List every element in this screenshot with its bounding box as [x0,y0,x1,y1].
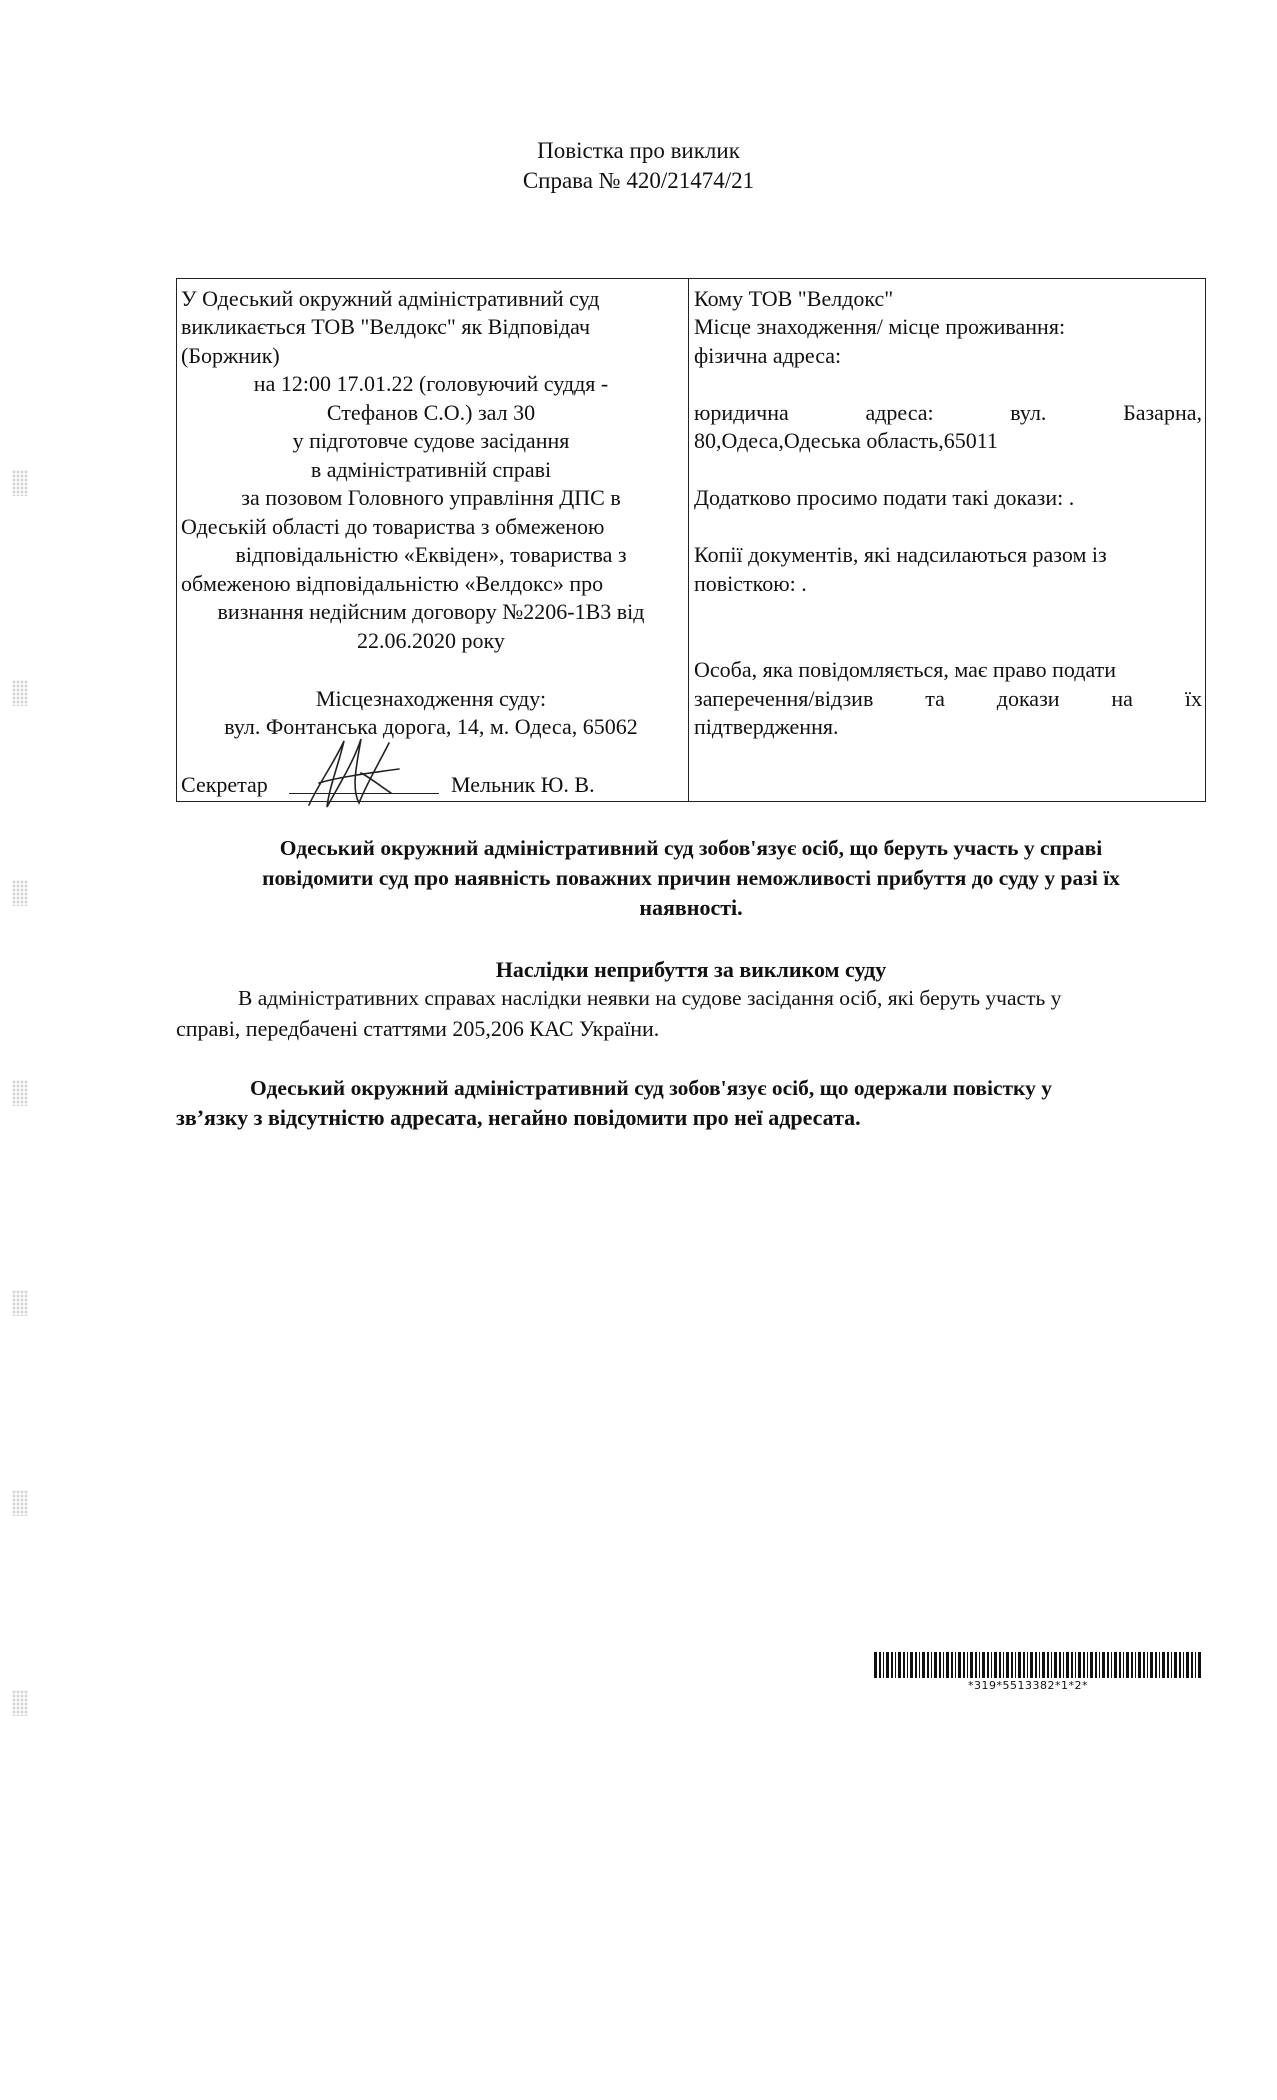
evidence-request: Додатково просимо подати такі докази: . [694,485,1075,510]
scan-artifact [12,1690,28,1716]
rights-word-3: докази [996,686,1060,711]
consequences-line-2: справі, передбачені статтями 205,206 КАС України. [176,1016,660,1041]
addressee: Кому ТОВ "Велдокс" [694,286,894,311]
scan-artifact [12,1290,28,1316]
legal-address-line [694,399,1202,428]
obligation-notice-line-1: Одеський окружний адміністративний суд зобов'язує осіб, що беруть участь у справі [279,836,1103,860]
documents-copies-line-1: Копії документів, які надсилаються разом із [694,542,1107,567]
left-line-10: відповідальністю «Еквіден», товариства з [235,542,627,567]
legal-address-value: 80,Одеса,Одеська область,65011 [694,428,998,453]
court-address: вул. Фонтанська дорога, 14, м. Одеса, 65062 [224,714,638,739]
barcode-image [874,1652,1204,1678]
legal-address-word-4: Базарна, [1123,400,1202,425]
obligation-notice-line-3: наявності. [639,895,743,920]
secretary-label: Секретар [181,772,268,797]
consequences-heading: Наслідки неприбуття за викликом суду [495,957,887,982]
left-line-4: на 12:00 17.01.22 (головуючий суддя - [253,371,609,396]
documents-copies-line-2: повісткою: . [694,571,807,596]
scan-artifact [12,880,28,906]
rights-line-1: Особа, яка повідомляється, має право подати [694,657,1117,682]
legal-address-word-2: адреса: [865,400,934,425]
legal-address-word-1: юридична [694,400,789,425]
left-line-11: обмеженою відповідальністю «Велдокс» про [181,571,604,596]
left-line-3: (Боржник) [181,343,280,368]
secretary-name: Мельник Ю. В. [451,772,595,797]
legal-address-word-3: вул. [1010,400,1047,425]
left-line-9: Одеській області до товариства з обмеженою [181,514,605,539]
left-line-13: 22.06.2020 року [357,628,505,653]
rights-word-1: заперечення/відзив [694,686,874,711]
left-line-7: в адміністративній справі [310,457,552,482]
signature-image [299,733,409,813]
scan-artifact [12,680,28,706]
addressee-notice-line-1: Одеський окружний адміністративний суд зобов'язує осіб, що одержали повістку у [250,1076,1053,1100]
location-label: Місце знаходження/ місце проживання: [694,314,1066,339]
left-line-1: У Одеський окружний адміністративний суд [181,286,600,311]
case-number: Справа № 420/21474/21 [522,168,755,193]
summons-table [176,278,1206,802]
physical-address-label: фізична адреса: [694,343,842,368]
scan-artifact [12,1080,28,1106]
document-title: Повістка про виклик [537,138,740,163]
consequences-line-1: В адміністративних справах наслідки неявки на судове засідання осіб, які беруть участь у [238,986,1062,1010]
rights-word-4: на [1111,686,1133,711]
scan-artifact [12,470,28,496]
left-line-6: у підготовче судове засідання [292,428,570,453]
court-location-label: Місцезнаходження суду: [315,686,547,711]
column-divider [688,279,689,801]
addressee-notice-line-2: зв’язку з відсутністю адресата, негайно повідомити про неї адресата. [176,1105,861,1130]
rights-word-5: їх [1184,686,1202,711]
scan-artifact [12,1490,28,1516]
left-line-2: викликається ТОВ "Велдокс" як Відповідач [181,314,591,339]
rights-line-2 [694,685,1202,714]
barcode-text: *319*5513382*1*2* [968,1679,1088,1692]
left-line-5: Стефанов С.О.) зал 30 [326,400,536,425]
obligation-notice-line-2: повідомити суд про наявність поважних причин неможливості прибуття до суду у разі їх [262,866,1120,890]
rights-line-3: підтвердження. [694,714,839,739]
left-line-8: за позовом Головного управління ДПС в [241,485,621,510]
left-line-12: визнання недійсним договору №2206-1В3 від [217,599,645,624]
rights-word-2: та [925,686,945,711]
